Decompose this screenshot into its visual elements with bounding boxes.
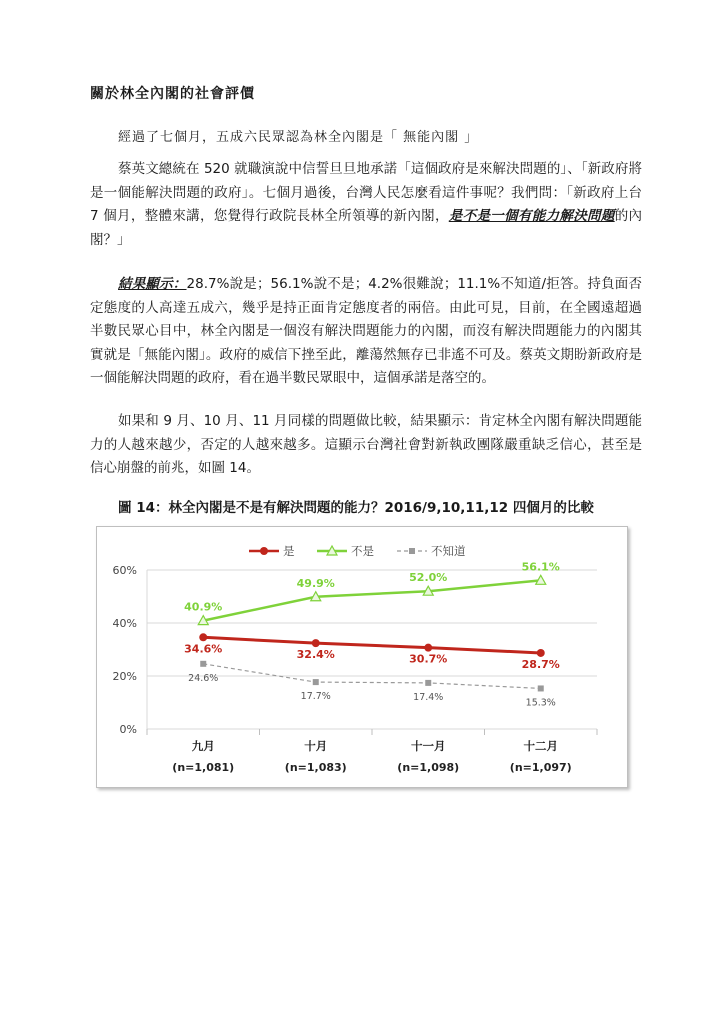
sample-size-label: (n=1,081) — [172, 761, 235, 774]
figure-title: 圖 14：林全內閣是不是有解決問題的能力？2016/9,10,11,12 四個月的比較 — [118, 500, 594, 516]
data-label: 52.0% — [409, 571, 448, 585]
section-subheading: 經過了七個月，五成六民眾認為林全內閣是「 無能內閣 」 — [118, 130, 479, 145]
y-tick-label: 20% — [112, 670, 137, 683]
legend-label: 是 — [283, 544, 295, 558]
x-tick-label: 十月 — [304, 739, 328, 753]
data-label: 24.6% — [188, 672, 219, 684]
paragraph-1 — [90, 158, 642, 252]
paragraph-1-tail: 的內閣？」 — [90, 208, 643, 248]
result-label: 結果顯示： — [118, 276, 187, 292]
x-tick-label: 十二月 — [523, 739, 558, 753]
legend-label: 不知道 — [431, 544, 466, 558]
data-label: 28.7% — [521, 657, 560, 671]
legend-label: 不是 — [351, 544, 374, 558]
section-heading: 關於林全內閣的社會評價 — [90, 86, 255, 102]
sample-size-label: (n=1,097) — [509, 761, 572, 774]
legend-marker — [409, 548, 415, 554]
data-label: 30.7% — [409, 652, 448, 666]
data-point-yes — [312, 639, 320, 647]
data-label: 17.7% — [300, 691, 331, 703]
paragraph-2-text: 28.7%說是；56.1%說不是；4.2%很難說；11.1%不知道/拒答。持負面否定態度的人高達五成六，幾乎是持正面肯定態度者的兩倍。由此可見，目前，在全國遠超過半數民眾心目中，林全內閣是一個沒有解決問題能力的內閣，而沒有解決問題能力的內閣其實就是「無能內閣」。政府的威信下挫至此，離蕩然無存已非遙不可及。蔡英文期盼新政府是一個能解決問題的政府，看在過半數民眾眼中，這個承諾是落空的。 — [90, 276, 642, 386]
data-label: 32.4% — [296, 648, 335, 662]
sample-size-label: (n=1,098) — [397, 761, 460, 774]
x-tick-label: 九月 — [191, 739, 215, 753]
data-point-yes — [199, 633, 207, 641]
paragraph-3: 如果和 9 月、10 月、11 月同樣的問題做比較，結果顯示：肯定林全內閣有解決問題能力的人越來越少，否定的人越來越多。這顯示台灣社會對新執政團隊嚴重缺乏信心，甚至是信心崩盤的前兆，如圖 14。 — [90, 413, 642, 476]
paragraph-2 — [90, 273, 642, 391]
line-chart — [96, 526, 628, 788]
y-tick-label: 60% — [112, 564, 137, 577]
data-point-yes — [424, 644, 432, 652]
data-label: 56.1% — [521, 560, 560, 574]
x-tick-label: 十一月 — [411, 739, 446, 753]
data-point-unknown — [538, 685, 544, 691]
data-point-yes — [537, 649, 545, 657]
legend-marker — [260, 547, 268, 555]
series-line-1 — [203, 580, 541, 620]
series-line-0 — [203, 637, 541, 653]
data-point-unknown — [313, 679, 319, 685]
paragraph-1-emphasis: 是不是一個有能力解決問題 — [448, 208, 615, 224]
data-label: 49.9% — [296, 576, 335, 590]
chart-svg — [97, 527, 627, 787]
data-label: 40.9% — [184, 600, 223, 614]
data-point-unknown — [425, 680, 431, 686]
data-label: 17.4% — [413, 691, 444, 703]
sample-size-label: (n=1,083) — [284, 761, 347, 774]
data-label: 15.3% — [525, 697, 556, 709]
y-tick-label: 40% — [112, 617, 137, 630]
paragraph-1-text: 蔡英文總統在 520 就職演說中信誓旦旦地承諾「這個政府是來解決問題的」、「新政府將是一個能解決問題的政府」。七個月過後，台灣人民怎麼看這件事呢？我們問：「新政府上台 7 個月，整體來講，您覺得行政院長林全所領導的新內閣， — [90, 161, 642, 224]
data-point-unknown — [200, 661, 206, 667]
data-label: 34.6% — [184, 642, 223, 656]
y-tick-label: 0% — [119, 723, 137, 736]
